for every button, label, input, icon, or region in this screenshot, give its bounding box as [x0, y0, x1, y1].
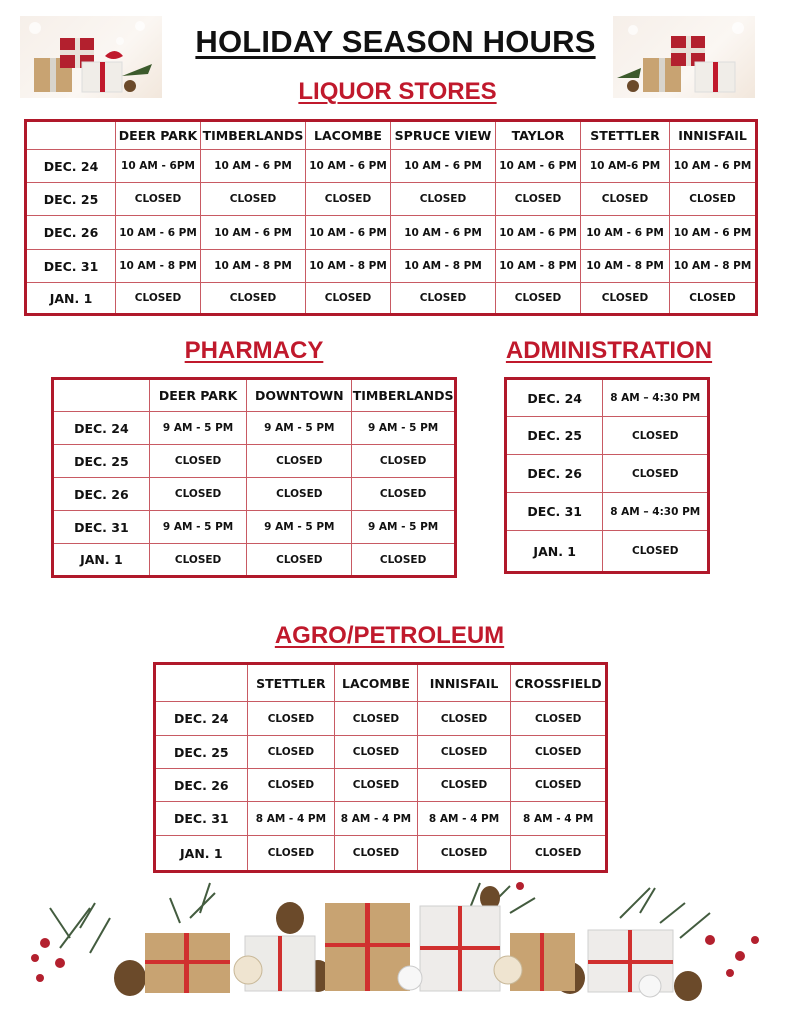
store-header: LACOMBE: [306, 121, 391, 150]
hours-cell: CLOSED: [511, 702, 607, 736]
date-label: DEC. 25: [53, 445, 150, 478]
table-row: [155, 836, 607, 872]
date-label: DEC. 25: [155, 736, 248, 769]
date-label: DEC. 24: [506, 379, 603, 417]
hours-cell: 9 AM - 5 PM: [247, 511, 352, 544]
hours-cell: 9 AM - 5 PM: [247, 412, 352, 445]
store-header: DEER PARK: [149, 379, 247, 412]
hours-cell: CLOSED: [149, 445, 247, 478]
date-label: DEC. 26: [53, 478, 150, 511]
store-header: STETTLER: [581, 121, 670, 150]
table-row: [53, 478, 456, 511]
table-row: [26, 250, 757, 283]
administration-title: ADMINISTRATION: [505, 337, 713, 364]
table-row: [506, 417, 709, 455]
hours-cell: 9 AM - 5 PM: [352, 412, 456, 445]
agro-petroleum-table: [153, 662, 608, 873]
hours-cell: CLOSED: [670, 183, 757, 216]
table-row: [53, 544, 456, 577]
pharmacy-title: PHARMACY: [184, 337, 324, 364]
date-label: DEC. 24: [26, 150, 116, 183]
hours-cell: 10 AM - 6 PM: [670, 216, 757, 250]
store-header: TIMBERLANDS: [352, 379, 456, 412]
hours-cell: CLOSED: [116, 283, 201, 315]
hours-cell: 10 AM - 6 PM: [670, 150, 757, 183]
date-label: DEC. 31: [53, 511, 150, 544]
corner-cell: [155, 664, 248, 702]
hours-cell: 10 AM - 6 PM: [391, 150, 496, 183]
hours-cell: CLOSED: [201, 283, 306, 315]
hours-cell: 10 AM - 6 PM: [496, 216, 581, 250]
hours-cell: CLOSED: [496, 183, 581, 216]
hours-cell: CLOSED: [306, 183, 391, 216]
hours-cell: 10 AM - 8 PM: [306, 250, 391, 283]
table-row: [506, 493, 709, 531]
hours-cell: CLOSED: [247, 769, 335, 802]
pharmacy-table: [51, 377, 457, 578]
hours-cell: CLOSED: [335, 769, 418, 802]
hours-cell: 10 AM - 6 PM: [201, 150, 306, 183]
holiday-gifts-garland-image: [20, 878, 770, 1018]
hours-cell: CLOSED: [581, 183, 670, 216]
hours-cell: 10 AM - 8 PM: [391, 250, 496, 283]
hours-cell: CLOSED: [247, 544, 352, 577]
store-header: TAYLOR: [496, 121, 581, 150]
administration-table: [504, 377, 710, 574]
hours-cell: 8 AM – 4:30 PM: [603, 493, 709, 531]
hours-cell: CLOSED: [247, 702, 335, 736]
hours-cell: 10 AM - 6 PM: [391, 216, 496, 250]
hours-cell: CLOSED: [511, 769, 607, 802]
hours-cell: 10 AM - 8 PM: [581, 250, 670, 283]
store-header: SPRUCE VIEW: [391, 121, 496, 150]
hours-cell: 10 AM - 6 PM: [116, 216, 201, 250]
hours-cell: 10 AM - 6 PM: [306, 216, 391, 250]
agro-petroleum-title: AGRO/PETROLEUM: [274, 622, 505, 649]
hours-cell: 8 AM - 4 PM: [247, 802, 335, 836]
page-title: HOLIDAY SEASON HOURS: [195, 24, 596, 59]
table-row: [506, 379, 709, 417]
hours-cell: CLOSED: [417, 702, 511, 736]
hours-cell: CLOSED: [511, 836, 607, 872]
hours-cell: 9 AM - 5 PM: [149, 511, 247, 544]
hours-cell: CLOSED: [603, 531, 709, 573]
hours-cell: CLOSED: [335, 736, 418, 769]
hours-cell: CLOSED: [391, 283, 496, 315]
date-label: DEC. 24: [155, 702, 248, 736]
hours-cell: CLOSED: [352, 445, 456, 478]
store-header: CROSSFIELD: [511, 664, 607, 702]
hours-cell: CLOSED: [247, 736, 335, 769]
hours-cell: CLOSED: [201, 183, 306, 216]
hours-cell: 10 AM-6 PM: [581, 150, 670, 183]
agro-header-row: [155, 664, 607, 702]
hours-cell: CLOSED: [149, 478, 247, 511]
hours-cell: CLOSED: [581, 283, 670, 315]
liquor-header-row: [26, 121, 757, 150]
date-label: JAN. 1: [155, 836, 248, 872]
corner-cell: [53, 379, 150, 412]
hours-cell: CLOSED: [670, 283, 757, 315]
table-row: [26, 216, 757, 250]
hours-cell: CLOSED: [417, 769, 511, 802]
hours-cell: CLOSED: [116, 183, 201, 216]
hours-cell: 10 AM - 6 PM: [306, 150, 391, 183]
table-row: [155, 802, 607, 836]
hours-cell: CLOSED: [603, 455, 709, 493]
hours-cell: CLOSED: [247, 445, 352, 478]
hours-cell: CLOSED: [391, 183, 496, 216]
hours-cell: 9 AM - 5 PM: [149, 412, 247, 445]
corner-cell: [26, 121, 116, 150]
hours-cell: CLOSED: [335, 702, 418, 736]
table-row: [53, 511, 456, 544]
store-header: DOWNTOWN: [247, 379, 352, 412]
date-label: DEC. 25: [26, 183, 116, 216]
store-header: INNISFAIL: [670, 121, 757, 150]
store-header: TIMBERLANDS: [201, 121, 306, 150]
table-row: [26, 283, 757, 315]
date-label: JAN. 1: [53, 544, 150, 577]
pharmacy-header-row: [53, 379, 456, 412]
table-row: [506, 531, 709, 573]
hours-cell: 10 AM - 8 PM: [116, 250, 201, 283]
hours-cell: CLOSED: [149, 544, 247, 577]
table-row: [155, 736, 607, 769]
date-label: DEC. 26: [506, 455, 603, 493]
date-label: JAN. 1: [26, 283, 116, 315]
hours-cell: 10 AM - 8 PM: [670, 250, 757, 283]
hours-cell: 10 AM - 8 PM: [496, 250, 581, 283]
date-label: DEC. 24: [53, 412, 150, 445]
liquor-stores-title: LIQUOR STORES: [298, 78, 497, 105]
hours-cell: 8 AM - 4 PM: [417, 802, 511, 836]
date-label: DEC. 25: [506, 417, 603, 455]
hours-cell: CLOSED: [247, 836, 335, 872]
hours-cell: CLOSED: [603, 417, 709, 455]
table-row: [155, 702, 607, 736]
hours-cell: CLOSED: [417, 736, 511, 769]
hours-cell: 10 AM - 8 PM: [201, 250, 306, 283]
hours-cell: CLOSED: [306, 283, 391, 315]
hours-cell: CLOSED: [352, 478, 456, 511]
hours-cell: CLOSED: [417, 836, 511, 872]
hours-cell: 8 AM – 4:30 PM: [603, 379, 709, 417]
store-header: STETTLER: [247, 664, 335, 702]
store-header: DEER PARK: [116, 121, 201, 150]
hours-cell: 10 AM - 6PM: [116, 150, 201, 183]
hours-cell: 9 AM - 5 PM: [352, 511, 456, 544]
hours-cell: 10 AM - 6 PM: [201, 216, 306, 250]
store-header: INNISFAIL: [417, 664, 511, 702]
table-row: [53, 412, 456, 445]
table-row: [26, 150, 757, 183]
store-header: LACOMBE: [335, 664, 418, 702]
hours-cell: 10 AM - 6 PM: [496, 150, 581, 183]
hours-cell: CLOSED: [352, 544, 456, 577]
date-label: DEC. 31: [155, 802, 248, 836]
hours-cell: 8 AM - 4 PM: [511, 802, 607, 836]
date-label: DEC. 26: [155, 769, 248, 802]
date-label: DEC. 26: [26, 216, 116, 250]
hours-cell: CLOSED: [247, 478, 352, 511]
date-label: DEC. 31: [26, 250, 116, 283]
hours-cell: 8 AM - 4 PM: [335, 802, 418, 836]
hours-cell: 10 AM - 6 PM: [581, 216, 670, 250]
date-label: DEC. 31: [506, 493, 603, 531]
date-label: JAN. 1: [506, 531, 603, 573]
table-row: [53, 445, 456, 478]
liquor-stores-table: [24, 119, 758, 316]
table-row: [26, 183, 757, 216]
table-row: [155, 769, 607, 802]
table-row: [506, 455, 709, 493]
hours-cell: CLOSED: [511, 736, 607, 769]
hours-cell: CLOSED: [335, 836, 418, 872]
hours-cell: CLOSED: [496, 283, 581, 315]
